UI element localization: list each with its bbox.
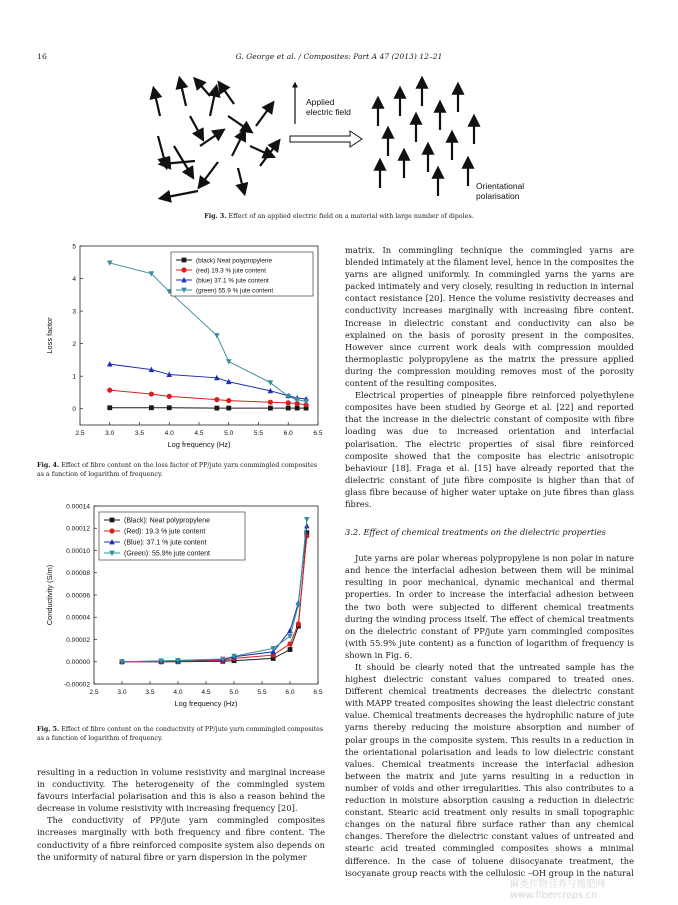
fig5-legend-marker	[109, 528, 114, 533]
left-paragraph-2: The conductivity of PP/jute yarn commingled composites increases marginally with both frequency and fibre content. The conductivity of a fibre reinforced composite system also depends on the uniformity of natural fibre or yarn dispersion in the polymer	[37, 815, 325, 862]
fig4-y-tick-label: 0	[72, 406, 76, 414]
fig5-x-tick-label: 4.0	[173, 689, 183, 696]
fig5-x-tick-label: 6.0	[285, 689, 295, 696]
fig4-legend-label: (red) 19.3 % jute content	[196, 267, 266, 275]
fig5-x-tick-label: 2.5	[89, 689, 99, 696]
fig4-data-point	[107, 361, 113, 366]
fig3-dipole-diagram	[140, 76, 540, 206]
fig3-caption-text: Effect of an applied electric field on a material with large number of dipoles.	[228, 213, 474, 220]
fig4-x-axis-label: Log frequency (Hz)	[167, 440, 231, 449]
fig5-y-tick-label: 0.00008	[66, 570, 90, 578]
fig5-y-tick-label: -0.00002	[63, 681, 90, 689]
fig4-data-point	[107, 405, 112, 410]
left-paragraph-1: resulting in a reduction in volume resistivity and marginal increase in conductivity. The heterogeneity of the commingled system favours interfacial polarisation and this is also a reason behind the decrease in volume resistivity with increasing frequency [20].	[37, 767, 325, 814]
fig4-data-point	[226, 359, 232, 364]
fig4-caption-label: Fig. 4.	[37, 462, 60, 469]
fig5-y-tick-label: 0.00014	[66, 503, 90, 511]
section-heading: 3.2. Effect of chemical treatments on the dielectric properties	[345, 527, 606, 538]
fig5-x-tick-label: 3.0	[117, 689, 127, 696]
electric-field-label: electric field	[306, 107, 351, 117]
fig4-y-tick-label: 3	[72, 308, 76, 316]
fig5-legend-label: (Red): 19.3 % jute content	[124, 528, 206, 536]
aligned-dipoles	[378, 80, 474, 196]
fig4-data-point	[268, 406, 273, 411]
fig4-y-tick-label: 1	[72, 373, 76, 381]
fig5-y-tick-label: 0.00006	[66, 592, 90, 600]
fig4-y-axis-label: Loss factor	[45, 317, 54, 354]
fig4-x-tick-label: 3.5	[134, 430, 145, 437]
fig4-data-point	[226, 406, 231, 411]
fig4-data-point	[286, 400, 291, 405]
fig5-chart	[36, 500, 326, 714]
fig4-data-point	[149, 405, 154, 410]
applied-label: Applied	[306, 97, 335, 107]
fig4-caption-text: Effect of fibre content on the loss factor of PP/jute yarn commingled composites as a function of logarithm of frequency.	[37, 462, 318, 478]
fig5-y-tick-label: 0.00002	[66, 636, 90, 644]
page-number: 16	[37, 52, 47, 61]
watermark: 麻类作物营养与施肥网 www.fibercrops.cn	[510, 879, 606, 901]
fig5-y-tick-label: 0.00012	[66, 525, 90, 533]
fig4-x-tick-label: 5.0	[224, 430, 234, 437]
running-title: G. George et al. / Composites: Part A 47 (2013) 12–21	[235, 52, 443, 61]
fig5-legend-label: (Black): Neat polypropylene	[124, 517, 210, 525]
fig3-caption	[0, 212, 678, 221]
fig4-data-point	[214, 333, 220, 338]
fig3-caption-label: Fig. 3.	[204, 213, 227, 220]
fig4-legend-marker	[182, 258, 187, 263]
fig4-y-tick-label: 5	[72, 243, 76, 251]
fig4-x-tick-label: 3.0	[105, 430, 115, 437]
fig5-x-axis-label: Log frequency (Hz)	[174, 699, 238, 708]
fig4-data-point	[295, 406, 300, 411]
fig4-data-point	[214, 406, 219, 411]
fig5-x-tick-label: 6.5	[313, 689, 323, 696]
fig5-y-tick-label: 0.00000	[66, 659, 90, 667]
left-column-text	[37, 766, 325, 863]
fig4-legend-label: (green) 55.9 % jute content	[196, 287, 274, 295]
orientational-label: Orientational	[476, 181, 525, 191]
right-paragraph-3: Jute yarns are polar whereas polypropylene is non polar in nature and hence the interfacial adhesion between them will be minimal resulting in poor mechanical, dynamic mechanical and thermal properties. In order to increase the interfacial adhesion between the two both were subjected to different chemical treatments during the winding process itself. The effect of chemical treatments on the dielectric constant of PP/jute yarn commingled composites (with 55.9% jute content) as a function of logarithm of frequency is shown in Fig. 6.	[345, 553, 634, 660]
fig4-x-tick-label: 2.5	[75, 430, 85, 437]
fig5-legend-marker	[110, 518, 115, 523]
fig5-data-point	[288, 647, 293, 652]
fig4-x-tick-label: 6.5	[313, 430, 323, 437]
fig5-data-point	[296, 621, 301, 626]
fig4-legend-label: (black) Neat polypropylene	[196, 257, 273, 265]
polarisation-label: polarisation	[476, 191, 520, 201]
fig5-y-tick-label: 0.00004	[66, 614, 90, 622]
fig4-data-point	[167, 405, 172, 410]
fig4-data-point	[268, 400, 273, 405]
fig5-x-tick-label: 5.0	[229, 689, 239, 696]
fig5-legend-label: (Blue): 37.1 % jute content	[124, 539, 207, 547]
random-dipoles	[154, 80, 278, 198]
fig4-data-point	[167, 394, 172, 399]
fig4-chart	[36, 240, 326, 456]
fig4-legend-marker	[181, 267, 186, 272]
fig5-x-tick-label: 5.5	[257, 689, 267, 696]
fig5-caption-text: Effect of fibre content on the conductivity of PP/jute yarn commingled composites as a function of logarithm of frequency.	[37, 726, 324, 742]
fig4-x-tick-label: 6.0	[283, 430, 293, 437]
fig5-y-tick-label: 0.00010	[66, 547, 90, 555]
fig4-series-line-2	[110, 364, 306, 399]
fig4-data-point	[226, 398, 231, 403]
fig5-caption	[37, 725, 325, 743]
fig5-x-tick-label: 3.5	[145, 689, 155, 696]
right-paragraph-1: matrix. In commingling technique the commingled yarns are blended intimately at the filament level, hence in the composites the yarns are aligned uniformly. In commingled yarns the yarns are packed intimately and very closely, resulting in reduction in internal contact resistance [20]. Hence the volume resistivity decreases and conductivity increases marginally with increasing fibre content. Increase in dielectric constant and conductivity can also be explained on the basis of porosity present in the composites. However since current work deals with compression moulded thermoplastic polypropylene as the matrix the pressure applied during the compression moulding removes most of the porosity content of the resulting composites.	[345, 245, 634, 389]
fig4-x-tick-label: 5.5	[253, 430, 264, 437]
fig4-legend-label: (blue) 37.1 % jute content	[196, 277, 269, 285]
fig4-data-point	[286, 406, 291, 411]
fig5-x-tick-label: 4.5	[201, 689, 211, 696]
fig4-y-tick-label: 4	[72, 275, 76, 283]
fig4-x-tick-label: 4.5	[194, 430, 204, 437]
fig4-data-point	[149, 391, 154, 396]
right-paragraph-4: It should be clearly noted that the untreated sample has the highest dielectric constant values compared to treated ones. Different chemical treatments decreases the dielectric constant with MAPP treated composites showing the least dielectric constant value. Chemical treatments decreases the hydrophilic nature of jute yarns thereby reducing the moisture absorption and number of polar groups in the composite system. This results in a reduction in the orientational polarisation and leads to low dielectric constant values. Chemical treatments increase the interfacial adhesion between the matrix and jute yarns resulting in a reduction in number of voids and other irregularities. This also contributes to a reduction in moisture absorption causing a reduction in dielectric constant. Stearic acid treatment only results in small topographic changes on the natural fibre surface rather than any chemical changes. Therefore the dielectric constant values of untreated and stearic acid treated commingled composites shows a minimal difference. In the case of toluene diisocyanate treatment, the isocyanate group reacts with the cellulosic –OH group in the natural	[345, 662, 634, 878]
fig4-x-tick-label: 4.0	[164, 430, 174, 437]
fig5-caption-label: Fig. 5.	[37, 726, 60, 733]
fig4-data-point	[268, 380, 274, 385]
right-column-text	[345, 244, 634, 879]
right-paragraph-2: Electrical properties of pineapple fibre reinforced polyethylene composites have been studied by George et al. [22] and reported that the increase in the dielectric constant of composite with fibre loading was due to increased orientation and interfacial polarisation. The electric properties of sisal fibre reinforced composite showed that the composite has electric anisotropic behaviour [18]. Fraga et al. [15] have already reported that the dielectric constant of jute fibre composite is higher than that of glass fibre because of higher water uptake on jute fibres than glass fibres.	[345, 390, 634, 509]
fig5-data-point	[304, 517, 310, 522]
fig4-data-point	[214, 397, 219, 402]
fig5-y-axis-label: Conductivity (S/m)	[45, 564, 54, 626]
fig4-data-point	[107, 388, 112, 393]
fig5-legend-label: (Green): 55.9% jute content	[124, 550, 210, 558]
fig5-data-point	[287, 641, 292, 646]
fig4-caption	[37, 461, 325, 479]
transition-arrow	[290, 131, 362, 147]
fig4-y-tick-label: 2	[72, 340, 76, 348]
